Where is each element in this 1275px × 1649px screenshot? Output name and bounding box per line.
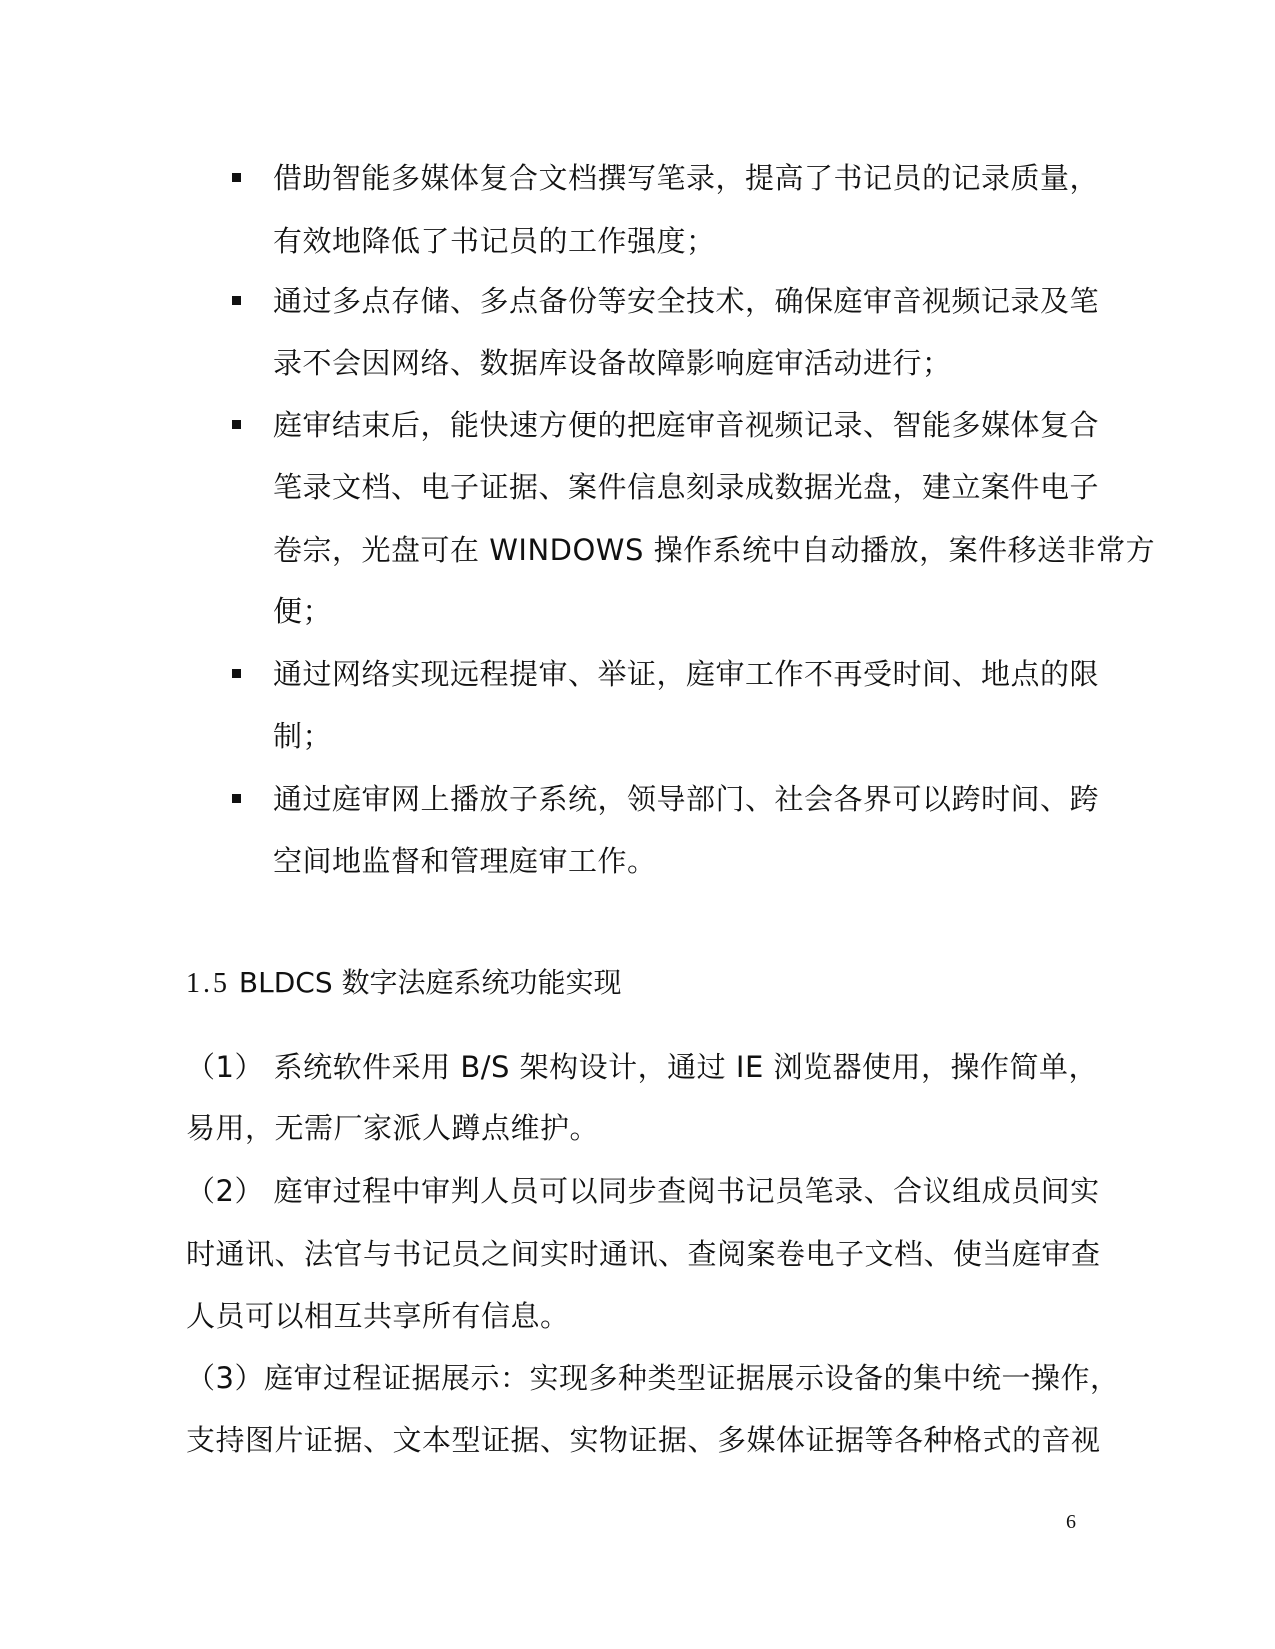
paragraph-line: 支持图片证据、文本型证据、实物证据、多媒体证据等各种格式的音视	[186, 1423, 1101, 1457]
bullet-text-line: 有效地降低了书记员的工作强度；	[273, 224, 716, 258]
bullet-text-line: 便；	[273, 594, 333, 628]
bullet-text-line: 通过庭审网上播放子系统，领导部门、社会各界可以跨时间、跨	[273, 782, 1100, 816]
paragraph-line: 易用，无需厂家派人蹲点维护。	[186, 1111, 600, 1145]
bullet-text-line: 笔录文档、电子证据、案件信息刻录成数据光盘，建立案件电子	[273, 470, 1100, 504]
paragraph-line: 人员可以相互共享所有信息。	[186, 1299, 570, 1333]
bullet-text-line: 制；	[273, 719, 333, 753]
bullet-text-line: 卷宗，光盘可在 WINDOWS 操作系统中自动播放，案件移送非常方	[273, 533, 1156, 567]
bullet-marker	[232, 669, 241, 678]
section-number: 1.5	[186, 968, 230, 999]
bullet-text-line: 录不会因网络、数据库设备故障影响庭审活动进行；	[273, 346, 952, 380]
page-number: 6	[1066, 1511, 1076, 1533]
paragraph-line: （1） 系统软件采用 B/S 架构设计，通过 IE 浏览器使用，操作简单，	[186, 1050, 1098, 1084]
bullet-marker	[232, 794, 241, 803]
bullet-text-line: 借助智能多媒体复合文档撰写笔录，提高了书记员的记录质量，	[273, 161, 1100, 195]
bullet-text-line: 通过网络实现远程提审、举证，庭审工作不再受时间、地点的限	[273, 657, 1100, 691]
paragraph-line: 时通讯、法官与书记员之间实时通讯、查阅案卷电子文档、使当庭审查	[186, 1237, 1101, 1271]
bullet-text-line: 空间地监督和管理庭审工作。	[273, 844, 657, 878]
paragraph-line: （2） 庭审过程中审判人员可以同步查阅书记员笔录、合议组成员间实	[186, 1174, 1100, 1208]
bullet-marker	[232, 173, 241, 182]
section-heading	[186, 963, 622, 1004]
bullet-text-line: 庭审结束后，能快速方便的把庭审音视频记录、智能多媒体复合	[273, 408, 1100, 442]
bullet-marker	[232, 420, 241, 429]
section-title: BLDCS 数字法庭系统功能实现	[238, 966, 622, 999]
bullet-text-line: 通过多点存储、多点备份等安全技术，确保庭审音视频记录及笔	[273, 284, 1100, 318]
bullet-marker	[232, 296, 241, 305]
paragraph-line: （3）庭审过程证据展示：实现多种类型证据展示设备的集中统一操作，	[186, 1361, 1120, 1395]
